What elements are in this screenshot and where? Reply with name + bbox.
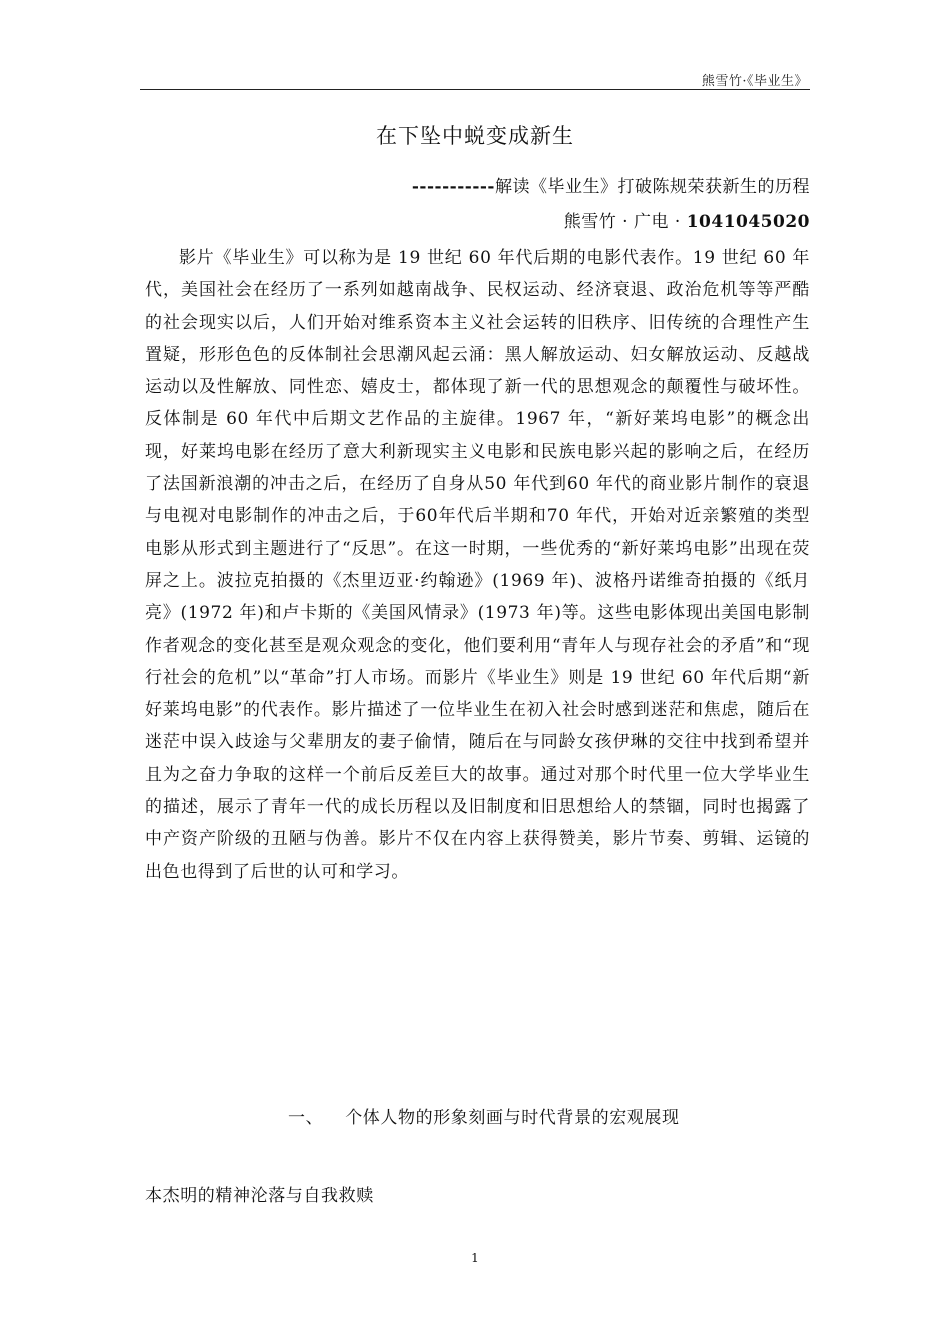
section-number: 一、 — [288, 1108, 324, 1128]
page-number: 1 — [471, 1251, 479, 1265]
author-name: 熊雪竹 · 广电 · — [563, 212, 687, 232]
body-paragraph: 影片《毕业生》可以称为是 19 世纪 60 年代后期的电影代表作。19 世纪 60 年代，美国社会在经历了一系列如越南战争、民权运动、经济衰退、政治危机等等严酷的社会现实以后，人们开始对维系资本主义社会运转的旧秩序、旧传统的合理性产生置疑，形形色色的反体制社会思潮风起云涌：黑人解放运动、妇女解放运动、反越战运动以及性解放、同性恋、嬉皮士，都体现了新一代的思想观念的颠覆性与破坏性。反体制是 60 年代中后期文艺作品的主旋律。1967 年，“新好莱坞电影”的概念出现，好莱坞电影在经历了意大利新现实主义电影和民族电影兴起的影响之后，在经历了法国新浪潮的冲击之后，在经历了自身从50 年代到60 年代的商业影片制作的衰退与电视对电影制作的冲击之后，于60年代后半期和70 年代，开始对近亲繁殖的类型电影从形式到主题进行了“反思”。在这一时期，一些优秀的“新好莱坞电影”出现在荧屏之上。波拉克拍摄的《杰里迈亚·约翰逊》(1969 年)、波格丹诺维奇拍摄的《纸月亮》(1972 年)和卢卡斯的《美国风情录》(1973 年)等。这些电影体现出美国电影制作者观念的变化甚至是观众观念的变化，他们要利用“青年人与现存社会的矛盾”和“现行社会的危机”以“革命”打人市场。而影片《毕业生》则是 19 世纪 60 年代后期“新好莱坞电影”的代表作。影片描述了一位毕业生在初入社会时感到迷茫和焦虑，随后在迷茫中误入歧途与父辈朋友的妻子偷情，随后在与同龄女孩伊琳的交往中找到希望并且为之奋力争取的这样一个前后反差巨大的故事。通过对那个时代里一位大学毕业生的描述，展示了青年一代的成长历程以及旧制度和旧思想给人的禁锢，同时也揭露了中产资产阶级的丑陋与伪善。影片不仅在内容上获得赞美，影片节奏、剪辑、运镜的出色也得到了后世的认可和学习。 — [145, 248, 810, 882]
running-header: 熊雪竹·《毕业生》 — [701, 74, 808, 89]
author-line — [564, 207, 810, 232]
section-title: 个体人物的形象刻画与时代背景的宏观展现 — [345, 1108, 680, 1128]
header-rule — [140, 89, 810, 90]
subsection-heading: 本杰明的精神沦落与自我救赎 — [145, 1186, 374, 1206]
subtitle-dashes: ----------- — [411, 177, 495, 197]
section-heading — [288, 1103, 680, 1128]
student-id: 1041045020 — [686, 212, 810, 232]
document-title: 在下坠中蜕变成新生 — [376, 124, 574, 148]
document-subtitle — [412, 172, 810, 197]
subtitle-text: 解读《毕业生》打破陈规荣获新生的历程 — [495, 177, 810, 197]
